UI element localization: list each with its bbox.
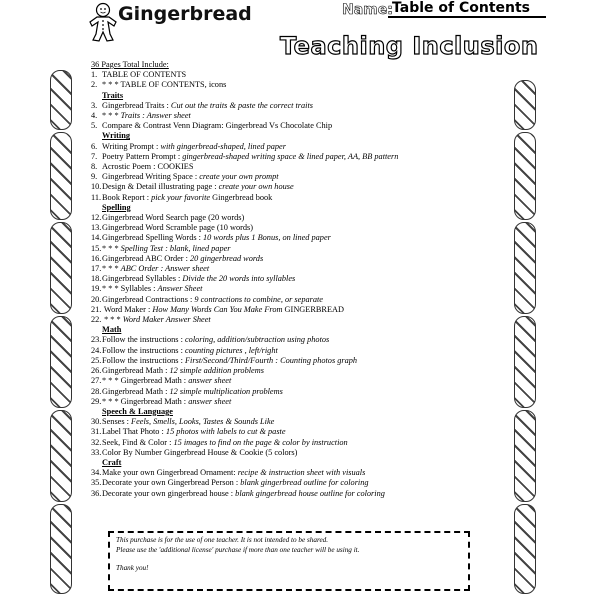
item-title: Gingerbread Word Search page (20 words): [102, 213, 245, 223]
item-title: Seek, Find & Color :: [102, 437, 174, 447]
item-number: 5.: [91, 121, 98, 131]
item-title: * * * Gingerbread Math :: [102, 376, 189, 386]
left-candy-border: [50, 70, 72, 601]
item-number: 4.: [91, 111, 98, 121]
item-title: Poetry Pattern Prompt :: [102, 151, 183, 161]
item-description: gingerbread-shaped writing space & lined paper, AA, BB pattern: [182, 151, 399, 161]
item-title: Gingerbread Math :: [102, 366, 170, 376]
item-title: Writing Prompt :: [102, 141, 161, 151]
item-title: Gingerbread Traits :: [102, 100, 171, 110]
list-item: [91, 213, 511, 223]
item-title: Gingerbread Syllables :: [102, 274, 183, 284]
item-description: 12 simple addition problems: [169, 366, 264, 376]
item-number: 12.: [91, 213, 102, 223]
item-number: 1.: [91, 70, 98, 80]
notice-line: Please use the 'additional license' purchase if more than one teacher will be using it.: [116, 545, 360, 554]
item-title: Book Report :: [102, 192, 152, 202]
notice-line: This purchase is for the use of one teacher. It is not intended to be shared.: [116, 536, 329, 544]
table-of-contents: [91, 60, 511, 499]
item-title: Follow the instructions :: [102, 335, 185, 345]
item-description: Answer Sheet: [157, 284, 203, 294]
item-title: Label That Photo :: [102, 427, 166, 437]
item-title: * * *: [102, 111, 121, 121]
item-number: 30.: [91, 417, 102, 427]
item-title: Acrostic Poem : COOKIES: [102, 162, 194, 172]
item-title: * * * TABLE OF CONTENTS, icons: [102, 80, 227, 90]
list-item: [91, 254, 511, 264]
item-number: 9.: [91, 172, 98, 182]
list-item: [91, 121, 511, 131]
item-title: Gingerbread ABC Order :: [102, 253, 191, 263]
list-item: [91, 366, 511, 376]
item-number: 36.: [91, 488, 102, 498]
item-title: Gingerbread Word Scramble page (10 words): [102, 223, 254, 233]
item-description: Spelling Test : blank, lined paper: [120, 243, 231, 253]
item-description: How Many Words Can You Make From: [152, 304, 283, 314]
item-title: * * * Gingerbread Math :: [102, 396, 189, 406]
section-heading: Craft: [102, 457, 122, 467]
item-number: 33.: [91, 447, 102, 457]
item-description: 15 photos with labels to cut & paste: [165, 427, 286, 437]
list-item: [91, 223, 511, 233]
section-heading: Traits: [102, 90, 124, 100]
list-item: [91, 244, 511, 254]
item-description: 10 words plus 1 Bonus, on lined paper: [203, 233, 331, 243]
item-title: * * *: [102, 315, 123, 325]
list-item: [91, 478, 511, 488]
item-title: Gingerbread Writing Space :: [102, 172, 200, 182]
item-number: 16.: [91, 253, 102, 263]
item-number: 17.: [91, 264, 102, 274]
list-item: [91, 417, 511, 427]
list-item: [91, 387, 511, 397]
list-item: [91, 274, 511, 284]
item-description: create your own house: [218, 182, 294, 192]
brand-title: Gingerbread: [118, 3, 252, 25]
item-title: Compare & Contrast Venn Diagram: Gingerbread Vs Chocolate Chip: [102, 121, 333, 131]
item-number: 11.: [91, 192, 102, 202]
item-number: 3.: [91, 100, 98, 110]
list-item: [91, 468, 511, 478]
item-description: ABC Order : Answer sheet: [120, 264, 210, 274]
contents-list: [91, 70, 511, 499]
item-number: 19.: [91, 284, 102, 294]
list-item: [91, 295, 511, 305]
item-number: 14.: [91, 233, 102, 243]
list-item: [91, 356, 511, 366]
list-item: [91, 438, 511, 448]
item-number: 2.: [91, 80, 98, 90]
license-notice: [108, 531, 470, 591]
item-number: 7.: [91, 151, 98, 161]
item-number: 10.: [91, 182, 102, 192]
list-item: [91, 70, 511, 80]
list-item: [91, 346, 511, 356]
item-number: 35.: [91, 478, 102, 488]
item-number: 29.: [91, 396, 102, 406]
item-number: 20.: [91, 294, 102, 304]
item-number: 27.: [91, 376, 102, 386]
list-item: [91, 182, 511, 192]
item-description: with gingerbread-shaped, lined paper: [160, 141, 286, 151]
item-number: 32.: [91, 437, 102, 447]
item-number: 34.: [91, 468, 102, 478]
section-heading: Spelling: [102, 202, 131, 212]
item-number: 25.: [91, 355, 102, 365]
item-description: recipe & instruction sheet with visuals: [237, 468, 366, 478]
list-item: [91, 233, 511, 243]
list-item: [91, 427, 511, 437]
notice-thanks: Thank you!: [116, 564, 149, 572]
item-description: blank gingerbread house outline for coloring: [235, 488, 385, 498]
list-item: [91, 152, 511, 162]
list-item: [91, 335, 511, 345]
item-description: Cut out the traits & paste the correct traits: [170, 100, 314, 110]
item-description: Word Maker Answer Sheet: [122, 315, 211, 325]
item-title: * * *: [102, 243, 121, 253]
item-title: Design & Detail illustrating page :: [102, 182, 219, 192]
item-description: 20 gingerbread words: [190, 253, 264, 263]
item-number: 18.: [91, 274, 102, 284]
list-item: [91, 264, 511, 274]
list-item: [91, 315, 511, 325]
item-suffix: GINGERBREAD: [282, 304, 345, 314]
list-item: [91, 80, 511, 90]
item-number: 28.: [91, 386, 102, 396]
item-title: Follow the instructions :: [102, 345, 185, 355]
item-title: Follow the instructions :: [102, 355, 185, 365]
item-description: Divide the 20 words into syllables: [182, 274, 296, 284]
item-description: answer sheet: [188, 376, 232, 386]
item-number: 24.: [91, 345, 102, 355]
item-description: coloring, addition/subtraction using photos: [184, 335, 330, 345]
name-label: Name:: [342, 2, 393, 18]
item-title: Gingerbread Contractions :: [102, 294, 195, 304]
item-description: Feels, Smells, Looks, Tastes & Sounds Like: [131, 417, 275, 427]
pages-total-label: 36 Pages Total Include:: [91, 60, 169, 69]
list-item: [91, 397, 511, 407]
list-item: [91, 448, 511, 458]
list-item: [91, 376, 511, 386]
item-title: Decorate your own Gingerbread Person :: [102, 478, 241, 488]
gingerbread-man-icon: [88, 2, 118, 42]
item-suffix: Gingerbread book: [210, 192, 273, 202]
item-title: Decorate your own gingerbread house :: [102, 488, 236, 498]
item-number: 31.: [91, 427, 102, 437]
list-item: [91, 284, 511, 294]
item-number: 23.: [91, 335, 102, 345]
list-item: [91, 489, 511, 499]
item-description: answer sheet: [188, 396, 232, 406]
list-item: [91, 142, 511, 152]
item-title: Senses :: [102, 417, 132, 427]
item-title: Gingerbread Spelling Words :: [102, 233, 204, 243]
section-heading: Speech & Language: [102, 406, 173, 416]
name-value: Table of Contents: [388, 0, 546, 18]
item-description: 12 simple multiplication problems: [169, 386, 283, 396]
item-description: 15 images to find on the page & color by instruction: [173, 437, 348, 447]
list-item: [91, 172, 511, 182]
item-number: 15.: [91, 243, 102, 253]
item-number: 26.: [91, 366, 102, 376]
section-heading: Math: [102, 325, 122, 335]
item-description: counting pictures , left/right: [184, 345, 278, 355]
item-title: * * * Syllables :: [102, 284, 158, 294]
list-item: [91, 305, 511, 315]
page-title: Teaching Inclusion: [280, 32, 539, 60]
item-title: Gingerbread Math :: [102, 386, 170, 396]
item-description: blank gingerbread outline for coloring: [240, 478, 369, 488]
right-candy-border: [514, 70, 536, 601]
list-item: [91, 101, 511, 111]
item-description: Traits : Answer sheet: [120, 111, 191, 121]
item-title: Word Maker :: [102, 304, 153, 314]
item-title: * * *: [102, 264, 121, 274]
list-item: [91, 111, 511, 121]
item-description: create your own prompt: [199, 172, 279, 182]
item-title: Make your own Gingerbread Ornament:: [102, 468, 238, 478]
item-description: 9 contractions to combine, or separate: [194, 294, 323, 304]
list-item: [91, 193, 511, 203]
item-number: 6.: [91, 141, 98, 151]
item-number: 13.: [91, 223, 102, 233]
item-title: Color By Number Gingerbread House & Cookie (5 colors): [102, 447, 298, 457]
item-description: First/Second/Third/Fourth : Counting photos graph: [184, 355, 358, 365]
section-heading: Writing: [102, 131, 130, 141]
item-number: 21.: [91, 304, 102, 314]
item-title: TABLE OF CONTENTS: [102, 70, 187, 80]
item-description: pick your favorite: [151, 192, 211, 202]
item-number: 22.: [91, 315, 102, 325]
list-item: [91, 162, 511, 172]
item-number: 8.: [91, 162, 98, 172]
